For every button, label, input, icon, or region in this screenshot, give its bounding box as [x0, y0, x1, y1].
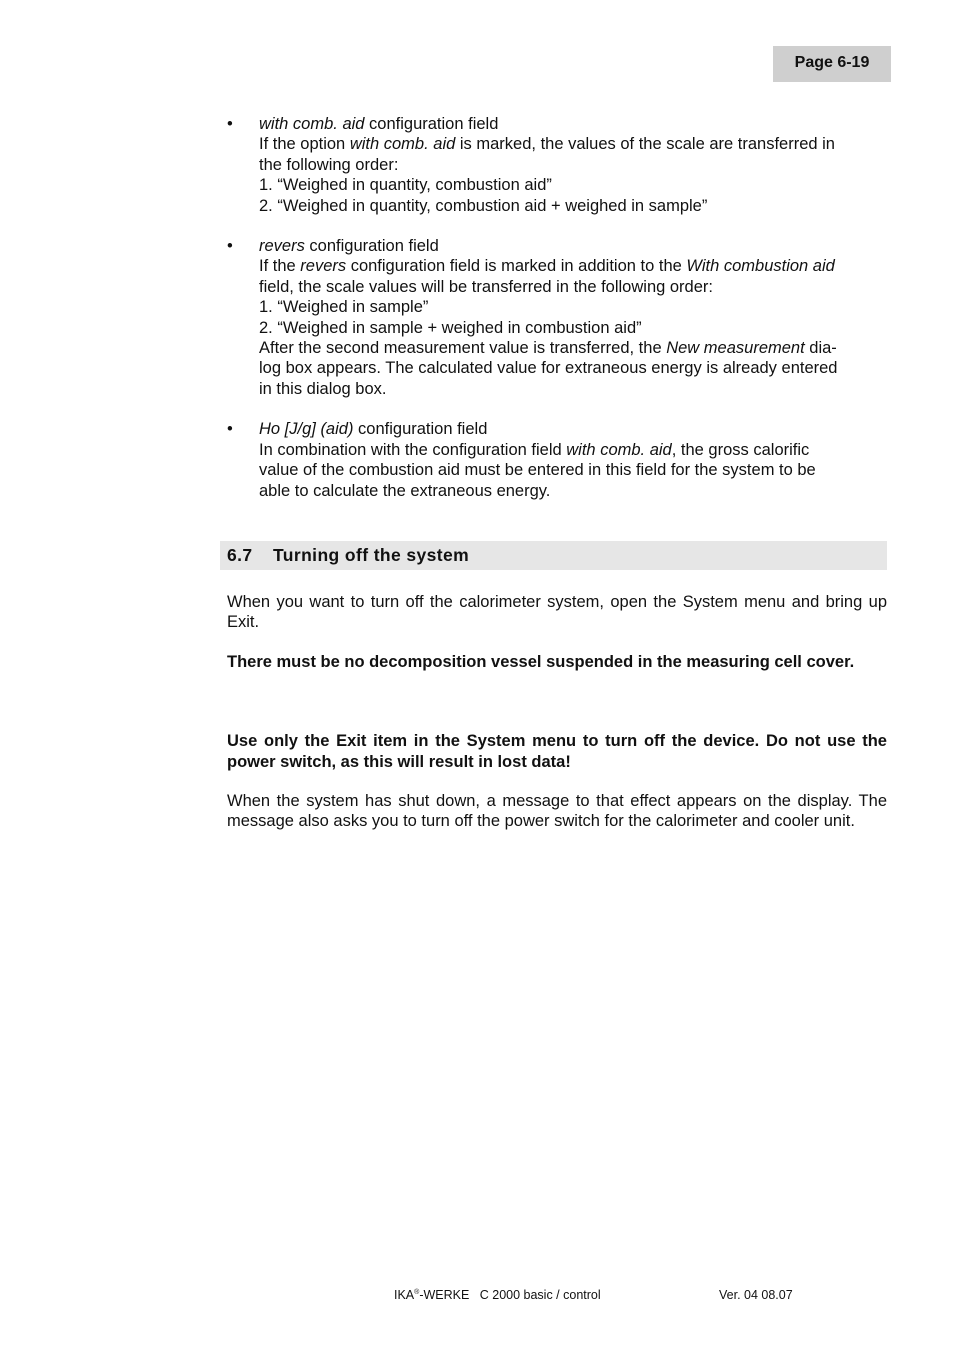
section-heading: [220, 541, 887, 570]
bullet-ho-aid: [227, 419, 887, 501]
bullet-line: in this dialog box.: [259, 379, 387, 398]
section-number: 6.7: [227, 544, 253, 565]
page-number-label: Page 6-19: [773, 46, 891, 82]
footer-product: IKA®-WERKE C 2000 basic / control: [394, 1288, 601, 1302]
document-body: [227, 114, 887, 832]
bullet-revers: [227, 236, 887, 399]
paragraph-shutdown-message: When the system has shut down, a message to that effect appears on the display. The message also asks you to turn off the power switch for the calorimeter and cooler unit.: [227, 791, 887, 831]
bullet-line: the following order:: [259, 155, 399, 174]
section-title: Turning off the system: [273, 544, 470, 565]
paragraph-turn-off: When you want to turn off the calorimeter system, open the System menu and bring up Exit.: [227, 592, 887, 632]
bullet-dot: •: [227, 115, 233, 133]
bullet-line: 2. “Weighed in sample + weighed in combustion aid”: [259, 318, 642, 337]
bullet-line: 1. “Weighed in sample”: [259, 298, 429, 317]
warning-exit-item: Use only the Exit item in the System menu to turn off the device. Do not use the power switch, as this will result in lost data!: [227, 732, 887, 771]
footer-version: Ver. 04 08.07: [719, 1288, 793, 1302]
bullet-title: with comb. aid configuration field: [259, 115, 499, 133]
bullet-title: revers configuration field: [259, 237, 439, 256]
bullet-line: After the second measurement value is transferred, the New measurement dia-: [259, 339, 837, 358]
bullet-line: value of the combustion aid must be entered in this field for the system to be: [259, 461, 816, 480]
bullet-dot: •: [227, 237, 233, 256]
bullet-line: If the option with comb. aid is marked, the values of the scale are transferred in: [259, 135, 835, 154]
warning-decomposition-vessel: There must be no decomposition vessel suspended in the measuring cell cover.: [227, 652, 855, 671]
bullet-line: If the revers configuration field is marked in addition to the With combustion aid: [259, 257, 835, 276]
bullet-line: log box appears. The calculated value for extraneous energy is already entered: [259, 359, 838, 378]
bullet-line: able to calculate the extraneous energy.: [259, 481, 551, 500]
bullet-line: In combination with the configuration field with comb. aid, the gross calorific: [259, 440, 810, 459]
bullet-line: 1. “Weighed in quantity, combustion aid”: [259, 176, 552, 195]
bullet-dot: •: [227, 420, 233, 439]
bullet-line: field, the scale values will be transferred in the following order:: [259, 277, 713, 296]
bullet-line: 2. “Weighed in quantity, combustion aid + weighed in sample”: [259, 196, 708, 215]
bullet-with-comb-aid: [227, 114, 887, 216]
bullet-title: Ho [J/g] (aid) configuration field: [259, 420, 488, 439]
